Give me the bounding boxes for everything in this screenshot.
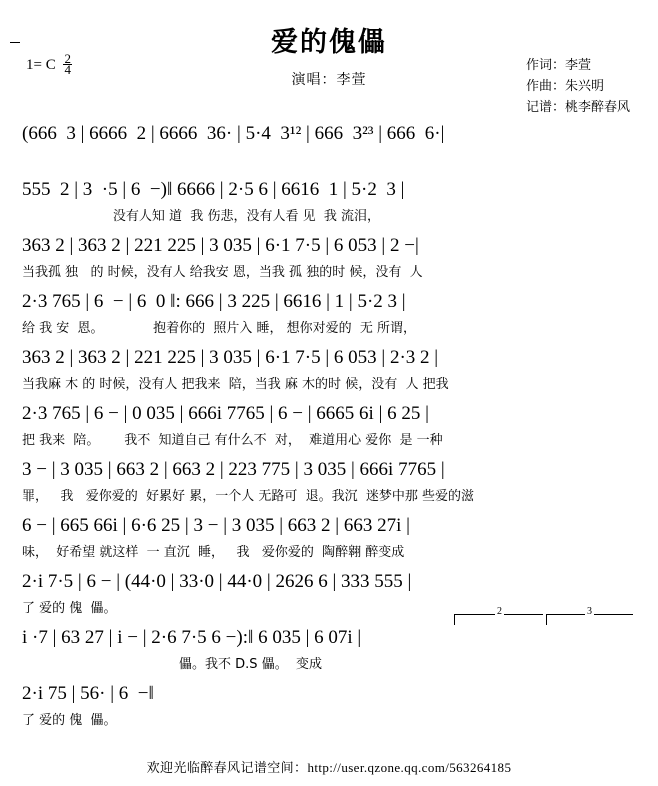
score-line-lyrics: 味， 好希望 就这样 一 直沉 睡， 我 爱你爱的 陶醉翱 醉变成 [22, 545, 405, 560]
score-line [0, 290, 658, 346]
score-line-lyrics: 当我麻 木 的 时候，没有人 把我来 陪，当我 麻 木的时 候，没有 人 把我 [22, 377, 449, 392]
score-line [0, 178, 658, 234]
score-line-lyrics: 把 我来 陪。 我不 知道自己 有什么不 对， 难道用心 爱你 是 一种 [22, 433, 443, 448]
score-line-notes: 555 2 | 3 ·5 | 6 −)‖ 6666 | 2·5 6 | 6616 1 | 5·2 3 | [22, 179, 405, 200]
score-line-notes: 6 − | 665 66i | 6·6 25 | 3 − | 3 035 | 663 2 | 663 27i | [22, 515, 410, 536]
score-line [0, 514, 658, 570]
time-signature-denominator: 4 [64, 62, 71, 77]
score-line-notes: 363 2 | 363 2 | 221 225 | 3 035 | 6·1 7·5 | 6 053 | 2 −| [22, 235, 419, 256]
credit-notator: 记谱：桃李醉春风 [525, 100, 630, 115]
key-signature-text: 1= C [26, 56, 56, 73]
score-line-lyrics: 儡。我不 D.S 儡。 变成 [22, 657, 322, 672]
score-line-lyrics: 了 爱的 傀 儡。 [22, 601, 117, 616]
score-line-lyrics: 没有人知 道 我 伤悲，没有人看 见 我 流泪， [22, 209, 380, 224]
ending-label: 3 [587, 606, 592, 617]
score-line-notes: 2·3 765 | 6 − | 0 035 | 666i 7765 | 6 − | 6665 6i | 6 25 | [22, 403, 429, 424]
score-line-notes: 2·i 7·5 | 6 − | (44·0 | 33·0 | 44·0 | 2626 6 | 333 555 | [22, 571, 412, 592]
score-line-lyrics [22, 152, 636, 172]
credit-lyricist: 作词：李萱 [525, 58, 591, 73]
score-line-lyrics: 当我孤 独 的 时候，没有人 给我安 恩，当我 孤 独的时 候，没有 人 [22, 265, 423, 280]
score-line [0, 458, 658, 514]
score-line [0, 234, 658, 290]
score-line-lyrics: 罪， 我 爱你爱的 好累好 累，一个人 无路可 退。我沉 迷梦中那 些爱的滋 [22, 489, 474, 504]
score-line-notes: i ·7 | 63 27 | i − | 2·6 7·5 6 −):‖ 6 035 | 6 07i | [22, 627, 362, 648]
time-signature [63, 51, 72, 77]
score-line [0, 122, 658, 178]
ending-brackets [454, 606, 634, 628]
credits-block [526, 55, 630, 118]
ending-bracket-1 [454, 606, 543, 625]
ending-bracket-2 [546, 606, 633, 625]
page-title: 爱的傀儡 [271, 27, 387, 58]
score-line-notes: (666 3 | 6666 2 | 6666 36· | 5·4 3¹² | 666 3²³ | 666 6·| [22, 123, 445, 144]
footer-credit: 欢迎光临醉春风记谱空间：http://user.qzone.qq.com/563264185 [146, 760, 512, 775]
score-line [0, 682, 658, 738]
score-line-lyrics: 了 爱的 傀 儡。 [22, 713, 117, 728]
score-line-notes: 2·i 75 | 56· | 6 −‖ [22, 683, 154, 704]
score-line-lyrics: 给 我 安 恩。 抱着你的 照片入 睡， 想你对爱的 无 所谓， [22, 321, 417, 336]
singer-label: 演唱：李萱 [291, 72, 367, 88]
ending-label: 2 [497, 606, 502, 617]
score-line [0, 346, 658, 402]
score-line-notes: 2·3 765 | 6 − | 6 0 ‖: 666 | 3 225 | 6616 | 1 | 5·2 3 | [22, 291, 406, 312]
score-line [0, 402, 658, 458]
time-signature-numerator: 2 [64, 51, 71, 66]
score-line-notes: 3 − | 3 035 | 663 2 | 663 2 | 223 775 | 3 035 | 666i 7765 | [22, 459, 445, 480]
corner-dash-mark [10, 42, 20, 43]
music-staff [0, 122, 658, 738]
credit-composer: 作曲：朱兴明 [525, 79, 604, 94]
key-signature [26, 51, 72, 77]
score-line-notes: 363 2 | 363 2 | 221 225 | 3 035 | 6·1 7·5 | 6 053 | 2·3 2 | [22, 347, 439, 368]
